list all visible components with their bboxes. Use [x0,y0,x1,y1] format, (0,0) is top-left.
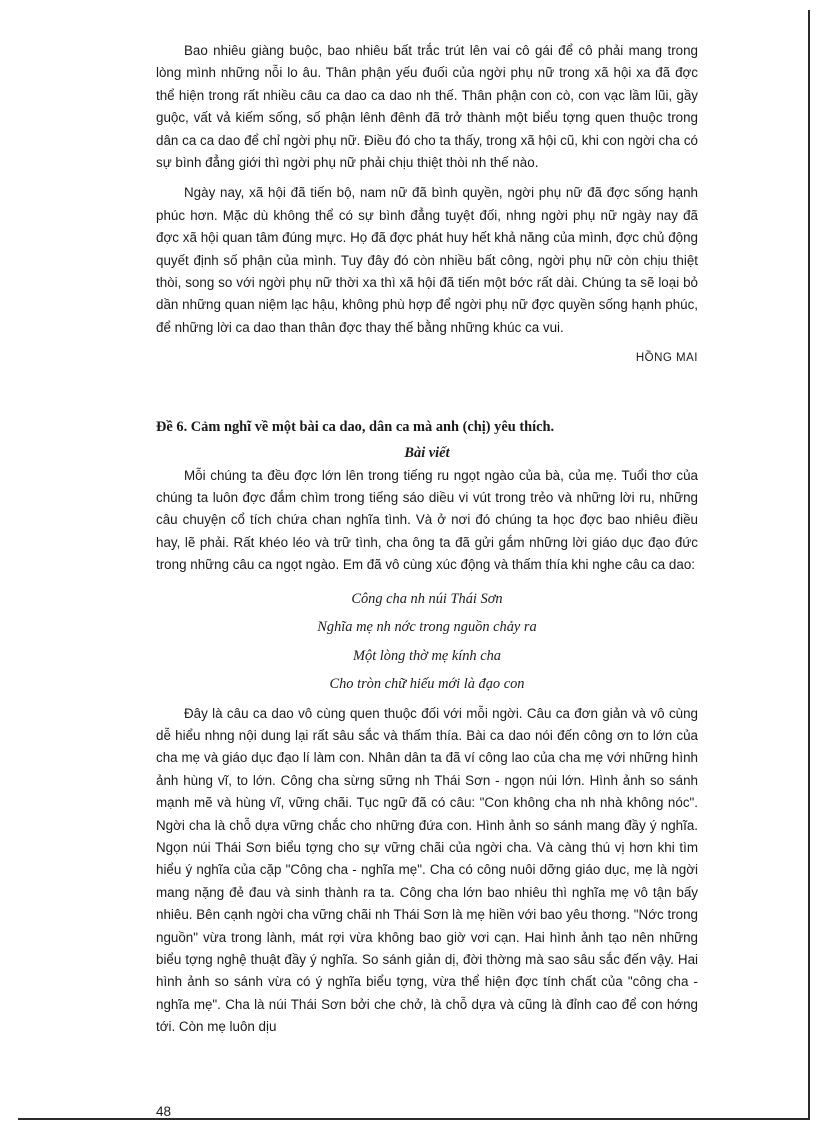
opening-paragraph: Mỗi chúng ta đều đợc lớn lên trong tiếng ru ngọt ngào của bà, của mẹ. Tuổi thơ của chúng ta luôn đợc đắm chìm trong tiếng sáo diều vi vút trong trẻo và những lời ru, những câu chuyện cổ tích chứa chan nghĩa tình. Và ở nơi đó chúng ta học đợc bao nhiêu điều hay, lẽ phải. Rất khéo léo và trữ tình, cha ông ta đã gửi gắm những lời giáo dục đạo đức trong những câu ca ngọt ngào. Em đã vô cùng xúc động và thấm thía khi nghe câu ca dao: [156,467,698,573]
poem-line: Một lòng thờ mẹ kính cha [353,647,501,664]
body-paragraph: Đây là câu ca dao vô cùng quen thuộc đối với mỗi ngời. Câu ca đơn giản và vô cùng dễ hiểu nhng nội dung lại rất sâu sắc và thấm thía. Bài ca dao nói đến công ơn to lớn của cha mẹ và giáo dục đạo lí làm con. Nhân dân ta đã ví công lao của cha mẹ với những hình ảnh hùng vĩ, to lớn. Công cha sừng sững nh Thái Sơn - ngọn núi lớn. Hình ảnh so sánh mạnh mẽ và hùng vĩ, vững chãi. Tục ngữ đã có câu: "Con không cha nh nhà không nóc". Ngời cha là chỗ dựa vững chắc cho những đứa con. Hình ảnh so sánh mang đầy ý nghĩa. Ngọn núi Thái Sơn biểu tợng cho sự vững chãi của ngời cha. Và càng thú vị hơn khi tìm hiểu ý nghĩa của cặp "Công cha - nghĩa mẹ". Cha có công nuôi dỡng giáo dục, mẹ là ngời mang nặng đẻ đau và sinh thành ra ta. Công cha lớn bao nhiêu thì nghĩa mẹ vô tận bấy nhiêu. Bên cạnh ngời cha vững chãi nh Thái Sơn là mẹ hiền với bao yêu thơng. "Nớc trong nguồn" vừa trong lành, mát rợi vừa không bao giờ vơi cạn. Hai hình ảnh tạo nên những biểu tợng nghệ thuật đầy ý nghĩa. So sánh giản dị, đời thờng mà sao sâu sắc đến vậy. Hai hình ảnh so sánh vừa có ý nghĩa biểu tợng, vừa thể hiện đợc tính chất của "công cha - nghĩa mẹ". Cha là núi Thái Sơn bởi che chở, là chỗ dựa và cũng là đỉnh cao để con hớng tới. Còn mẹ luôn dịu [156,705,698,1035]
poem-block [156,585,698,699]
poem-line: Cho tròn chữ hiếu mới là đạo con [329,676,525,693]
page-content [156,40,698,1047]
section-subtitle: Bài viết [404,445,450,462]
section-title: Đề 6. Cảm nghĩ về một bài ca dao, dân ca mà anh (chị) yêu thích. [156,418,555,435]
intro-paragraph-1: Bao nhiêu giàng buộc, bao nhiêu bất trắc trút lên vai cô gái để cô phải mang trong lòng mình những nỗi lo âu. Thân phận yếu đuối của ngời phụ nữ trong xã hội xa đã đợc thể hiện trong rất nhiều câu ca dao ca dao nh thế. Thân phận con cò, con vạc lầm lũi, gầy guộc, vất vả kiếm sống, số phận lênh đênh đã trở thành một biểu tợng quen thuộc trong dân ca ca dao để chỉ ngời phụ nữ. Điều đó cho ta thấy, trong xã hội cũ, khi con ngời cha có sự bình đẳng giới thì ngời phụ nữ phải chịu thiệt thòi nh thế nào. [156,43,698,171]
page-number: 48 [156,1104,172,1119]
poem-line: Nghĩa mẹ nh nớc trong nguồn chảy ra [317,619,537,636]
intro-paragraph-2: Ngày nay, xã hội đã tiến bộ, nam nữ đã bình quyền, ngời phụ nữ đã đợc sống hạnh phúc hơn. Mặc dù không thể có sự bình đẳng tuyệt đối, nhng ngời phụ nữ ngày nay đã đợc xã hội quan tâm đúng mực. Họ đã đợc phát huy hết khả năng của mình, đợc chủ động quyết định số phận của mình. Tuy đây đó còn nhiều bất công, ngời phụ nữ còn chịu thiệt thòi, song so với ngời phụ nữ thời xa thì xã hội đã tiến một bớc rất dài. Chúng ta sẽ loại bỏ dần những quan niệm lạc hậu, không phù hợp để ngời phụ nữ đợc quyền sống hạnh phúc, để những lời ca dao than thân đợc thay thế bằng những khúc ca vui. [156,185,698,335]
poem-line: Công cha nh núi Thái Sơn [351,590,503,607]
author-signature: HỒNG MAI [635,352,698,365]
